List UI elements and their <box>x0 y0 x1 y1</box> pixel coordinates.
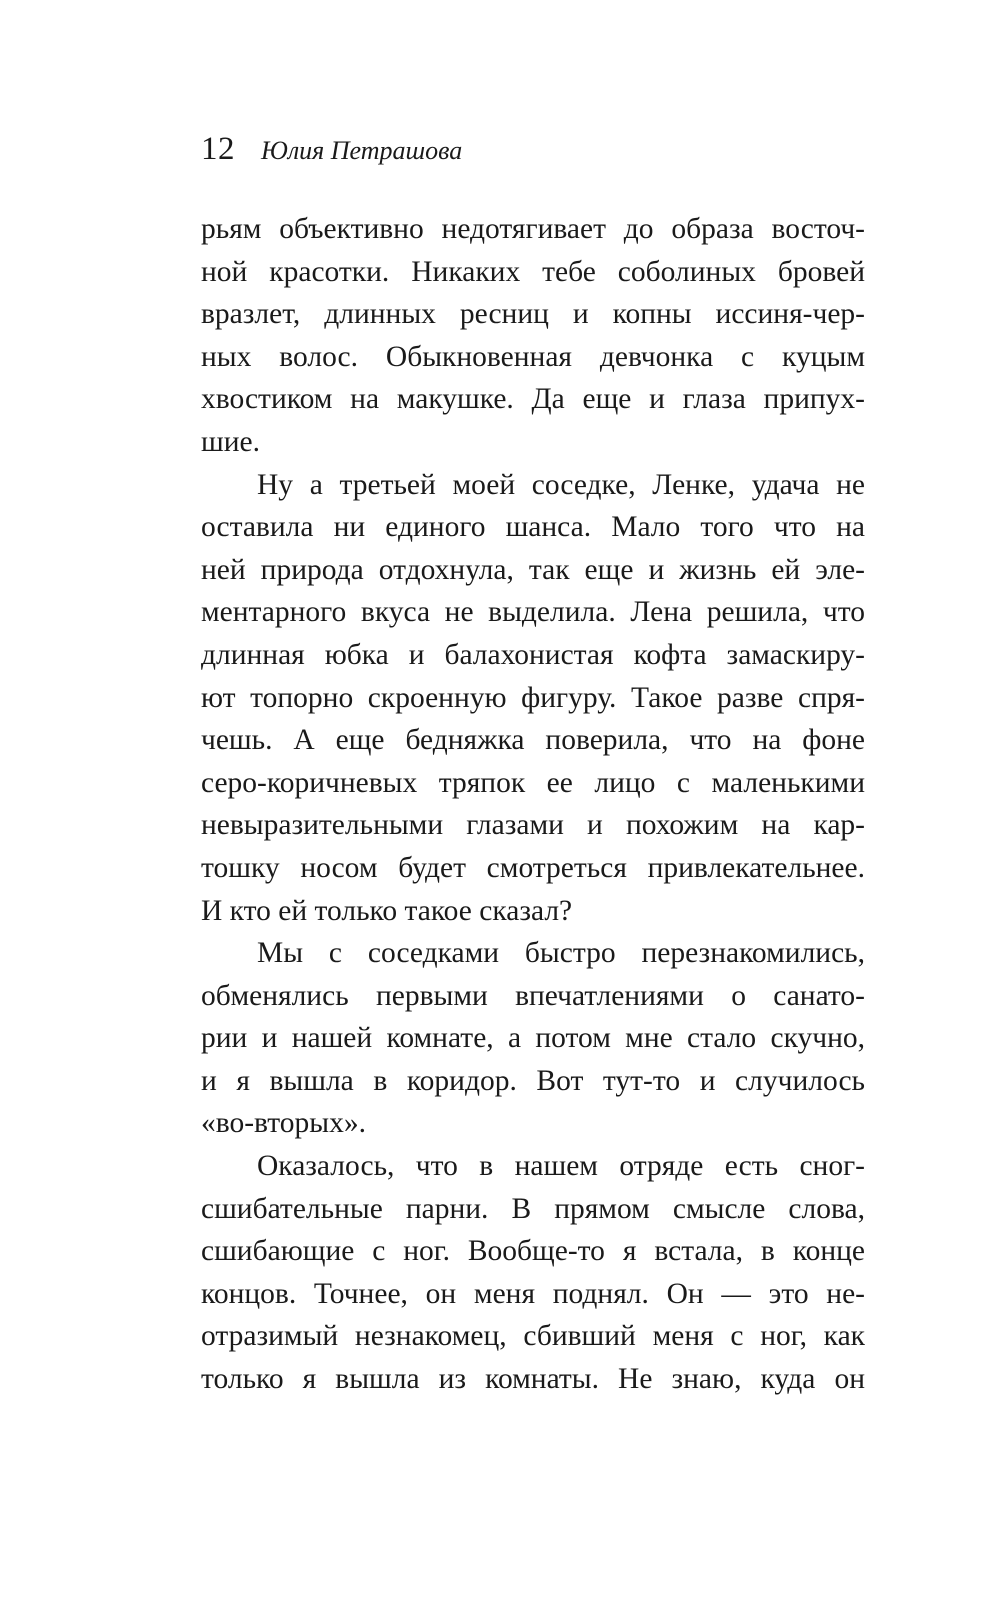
paragraph-first-line: Оказалось, что в нашем отряде есть сног- <box>257 1150 865 1183</box>
page-number: 12 <box>201 131 235 167</box>
text-line: длинная юбка и балахонистая кофта замаскиру- <box>201 638 865 671</box>
paragraph-first-line: Ну а третьей моей соседке, Ленке, удача не <box>257 468 865 501</box>
body-text <box>201 208 865 1401</box>
text-line: ют топорно скроенную фигуру. Такое разве спря- <box>201 681 865 714</box>
text-line: невыразительными глазами и похожим на кар- <box>201 809 865 842</box>
text-line: сшибательные парни. В прямом смысле слова, <box>201 1192 865 1225</box>
text-line: чешь. А еще бедняжка поверила, что на фоне <box>201 724 865 757</box>
text-line: рьям объективно недотягивает до образа восточ- <box>201 213 865 245</box>
text-line: И кто ей только такое сказал? <box>201 894 573 927</box>
text-line: ных волос. Обыкновенная девчонка с куцым <box>201 340 865 373</box>
text-line: сшибающие с ног. Вообще-то я встала, в конце <box>201 1235 865 1268</box>
text-line: только я вышла из комнаты. Не знаю, куда он <box>201 1363 865 1396</box>
text-line: оставила ни единого шанса. Мало того что на <box>201 511 865 544</box>
text-line: обменялись первыми впечатлениями о санато- <box>201 979 865 1012</box>
text-line: ментарного вкуса не выделила. Лена решила, что <box>201 596 865 629</box>
text-line: концов. Точнее, он меня поднял. Он — это не- <box>201 1277 865 1310</box>
text-line: ней природа отдохнула, так еще и жизнь ей эле- <box>201 553 865 586</box>
text-line: вразлет, длинных ресниц и копны иссиня-чер- <box>201 298 865 331</box>
text-line: «во-вторых». <box>201 1107 366 1140</box>
text-line: отразимый незнакомец, сбивший меня с ног, как <box>201 1320 865 1353</box>
text-line: хвостиком на макушке. Да еще и глаза припух- <box>201 383 865 416</box>
text-line: тошку носом будет смотреться привлекательнее. <box>201 851 865 884</box>
text-line: рии и нашей комнате, а потом мне стало скучно, <box>201 1022 865 1055</box>
paragraph-first-line: Мы с соседками быстро перезнакомились, <box>257 937 865 970</box>
text-line: и я вышла в коридор. Вот тут-то и случилось <box>201 1064 865 1097</box>
text-line: серо-коричневых тряпок ее лицо с маленькими <box>201 766 865 799</box>
text-line: шие. <box>201 425 260 458</box>
author-name: Юлия Петрашова <box>261 136 463 165</box>
running-head <box>201 131 462 171</box>
text-line: ной красотки. Никаких тебе соболиных бровей <box>201 255 865 288</box>
